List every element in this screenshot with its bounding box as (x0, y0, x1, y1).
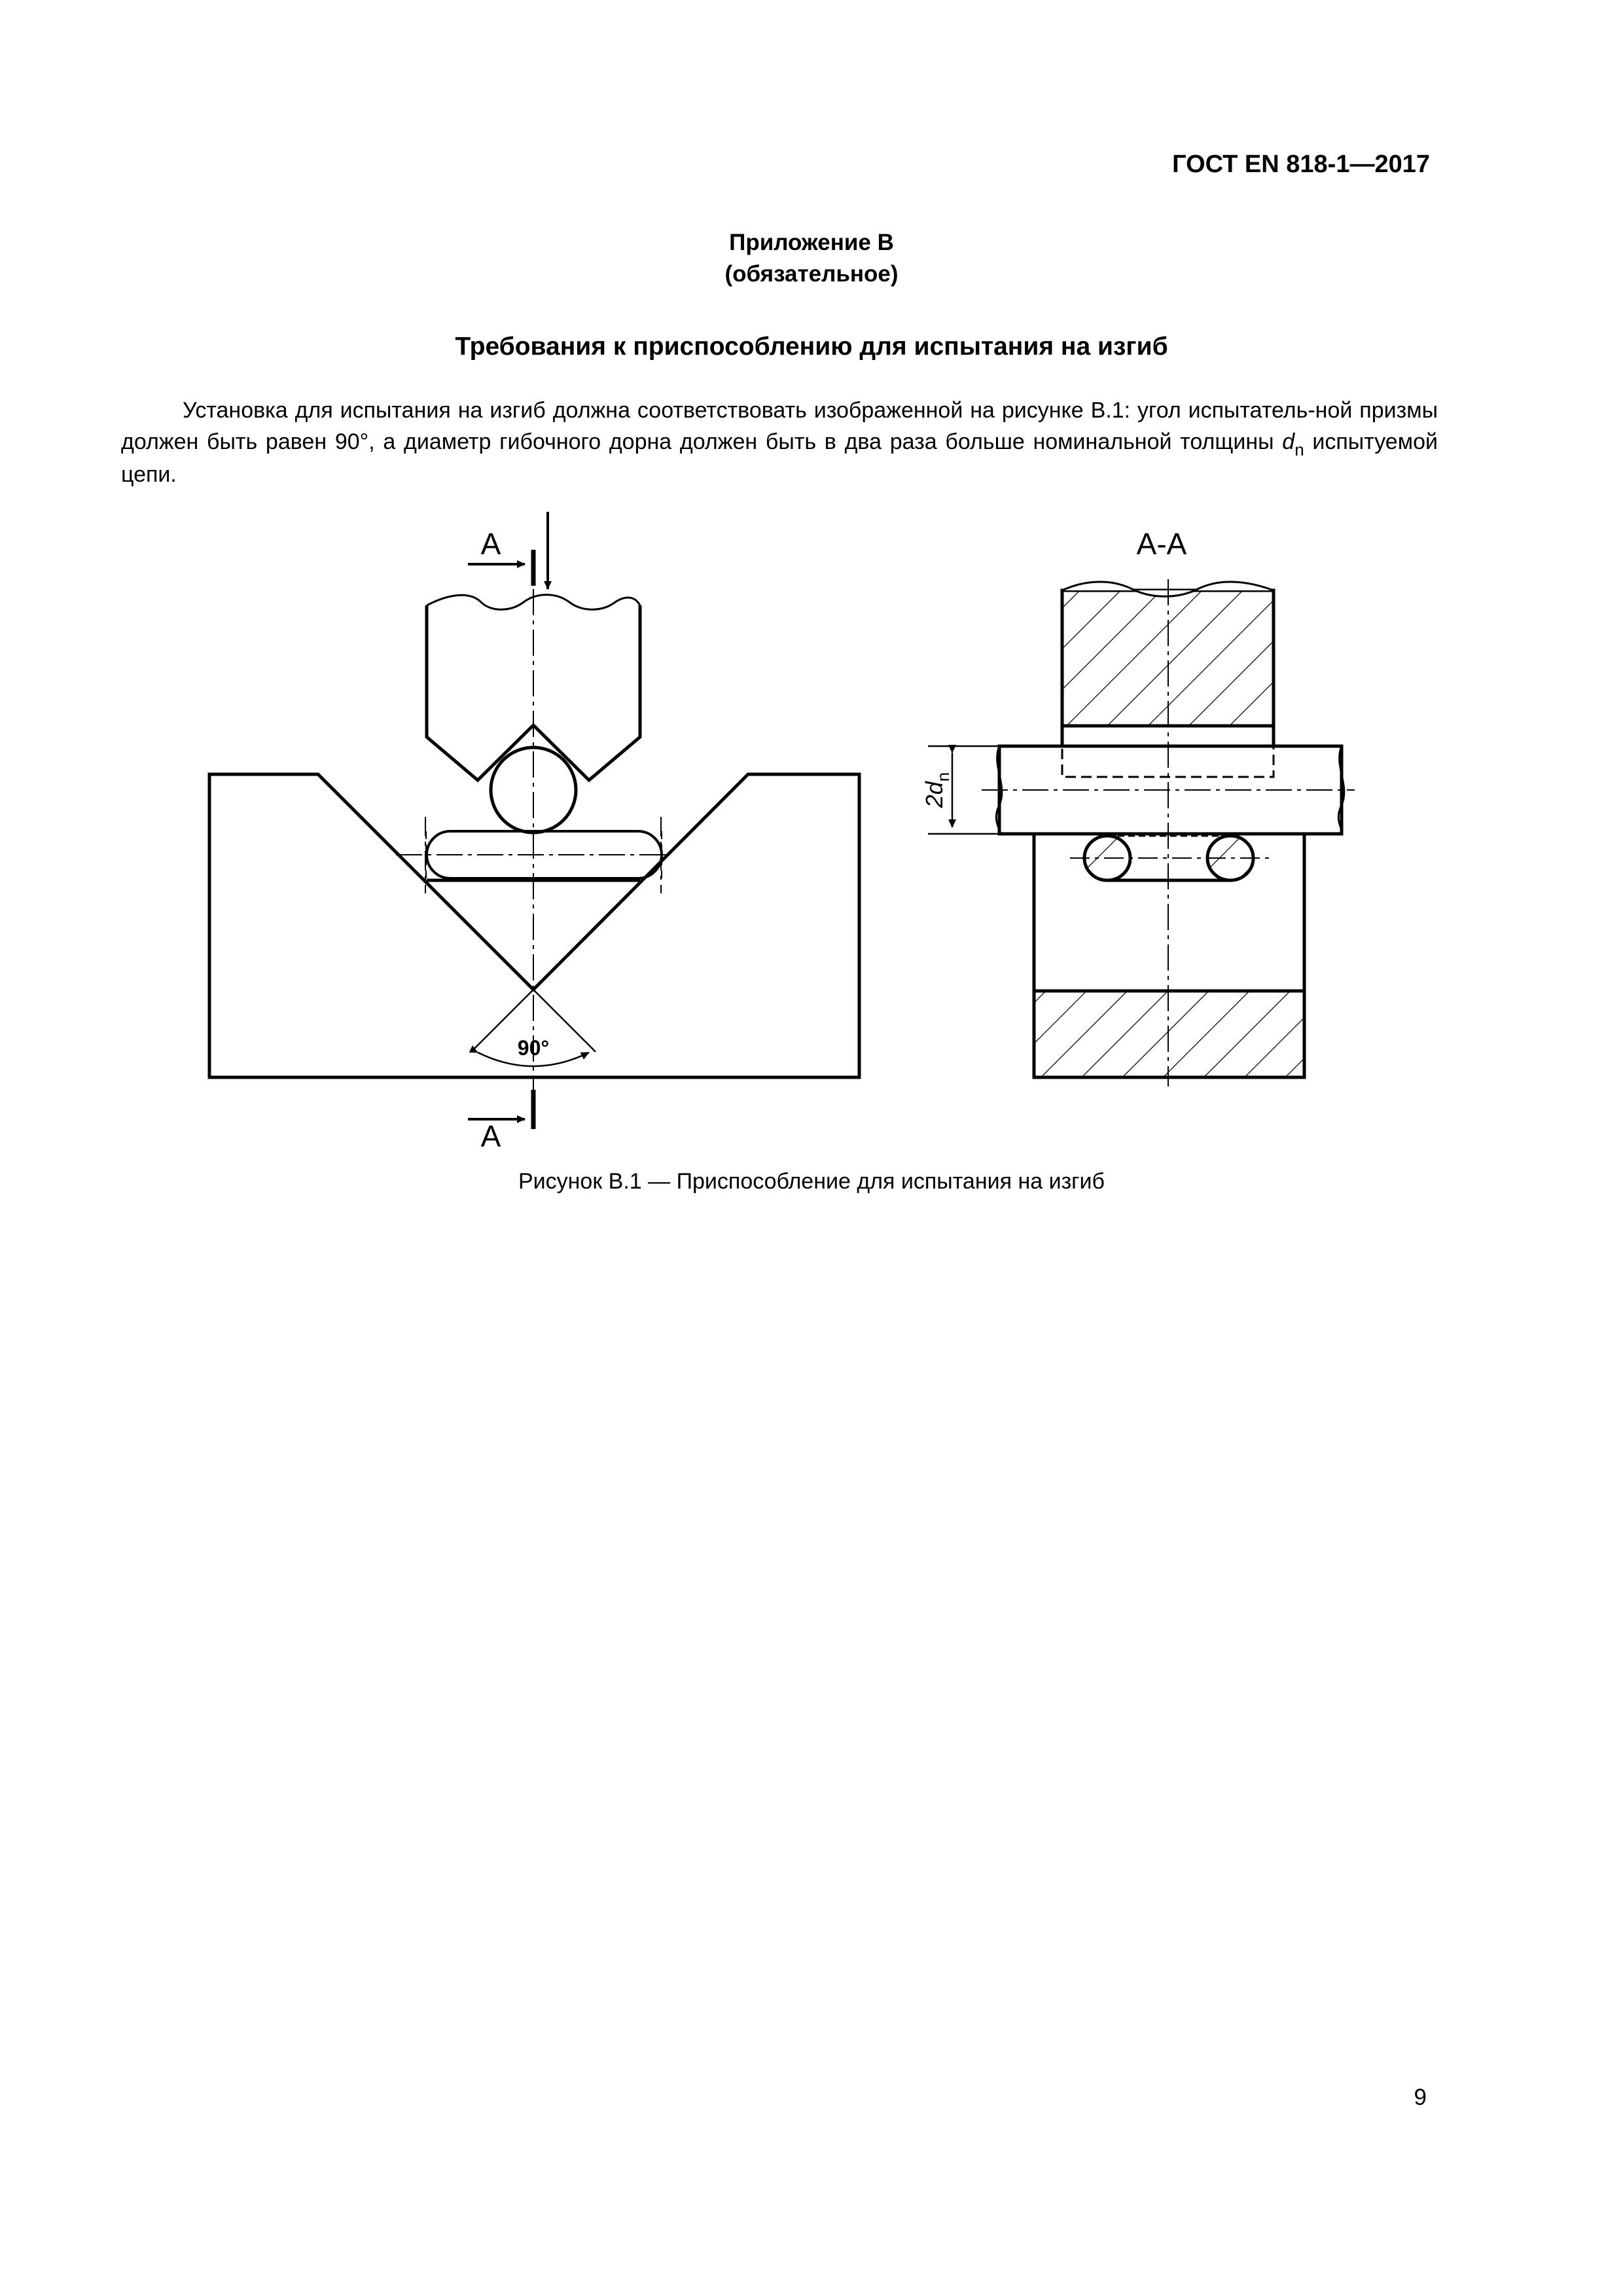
section-title: Требования к приспособлению для испытания на изгиб (455, 332, 1168, 361)
annex-status: (обязательное) (724, 261, 899, 287)
annex-title: Приложение В (729, 230, 894, 255)
figure-caption: Рисунок В.1 — Приспособление для испытания на изгиб (518, 1169, 1105, 1194)
right-view (928, 579, 1355, 1086)
v-block (209, 774, 859, 1077)
body-text-after: испытуемой цепи. (121, 429, 1438, 487)
section-label-bottom: А (480, 1119, 501, 1153)
v-block-hatch (1034, 991, 1304, 1077)
angle-label: 90° (517, 1036, 550, 1060)
var-symbol: $d_n$ (1282, 429, 1304, 459)
dimension-subscript: n (933, 772, 953, 782)
dimension-label: $2d_n$ (921, 772, 953, 808)
body-text-before: Установка для испытания на изгиб должна соответствовать изображенной на рисунке В.1: угол испытатель-ной призмы должен быть равен 90°, а диаметр гибочного дорна должен быть в два раза больше номинальной толщины (121, 398, 1438, 454)
section-view-label: А-А (1136, 527, 1187, 561)
var-subscript: n (1294, 440, 1304, 459)
section-label-top: А (480, 527, 501, 561)
standard-code: ГОСТ EN 818-1—2017 (1172, 151, 1430, 178)
page-number: 9 (1414, 2085, 1427, 2110)
